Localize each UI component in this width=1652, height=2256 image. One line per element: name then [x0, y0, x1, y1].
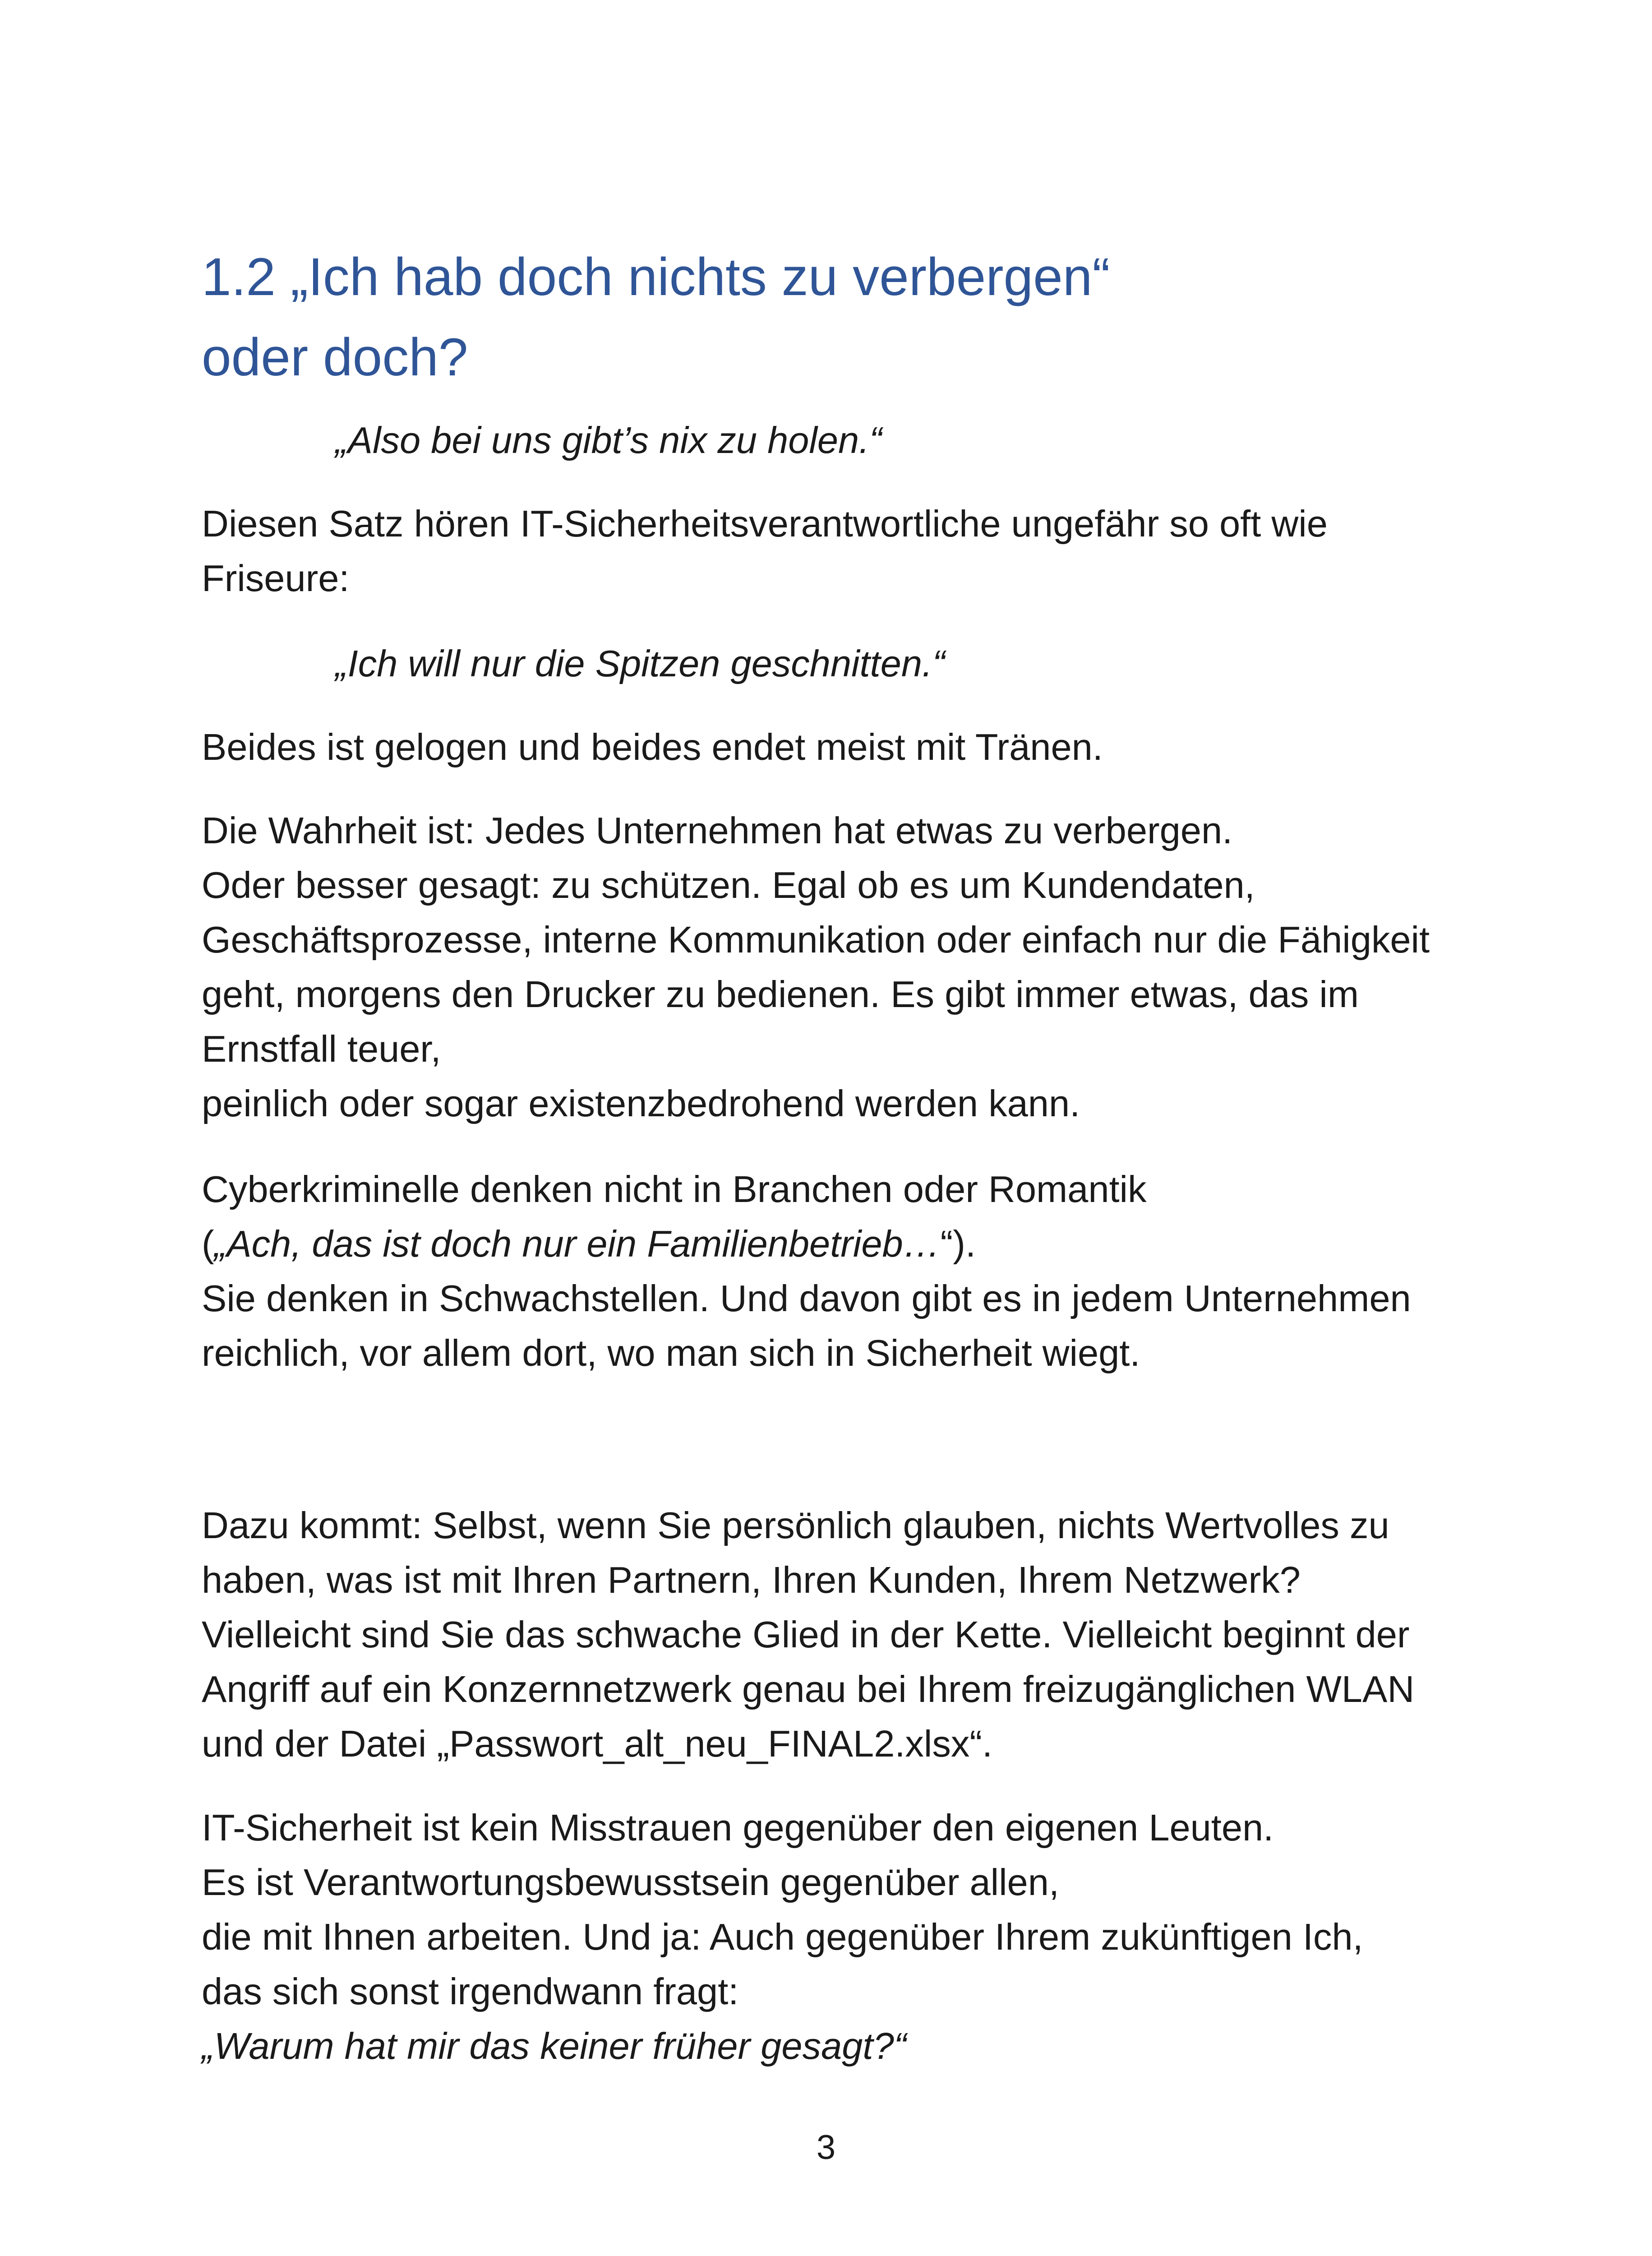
paragraph-line: das sich sonst irgendwann fragt:	[202, 1970, 739, 2012]
paragraph-line: Beides ist gelogen und beides endet meist mit Tränen.	[202, 726, 1103, 768]
paragraph-line: Die Wahrheit ist: Jedes Unternehmen hat etwas zu verbergen.	[202, 809, 1233, 851]
section-heading-line-2: oder doch?	[202, 328, 468, 387]
italic-quote-familienbetrieb: „Ach, das ist doch nur ein Familienbetrieb…	[214, 1223, 941, 1265]
paragraph-line: Ernstfall teuer,	[202, 1028, 441, 1070]
paragraph-line: peinlich oder sogar existenzbedrohend werden kann.	[202, 1082, 1080, 1124]
paragraph-line: Dazu kommt: Selbst, wenn Sie persönlich glauben, nichts Wertvolles zu	[202, 1504, 1389, 1546]
page-number: 3	[816, 2128, 836, 2167]
paren-open: (	[202, 1223, 214, 1265]
italic-quote-frueher-gesagt: „Warum hat mir das keiner früher gesagt?“	[202, 2025, 907, 2067]
paragraph-dazu-kommt	[202, 1498, 1501, 1771]
section-heading	[202, 237, 1510, 398]
section-heading-line-1: 1.2 „Ich hab doch nichts zu verbergen“	[202, 247, 1110, 307]
paragraph-cyberkriminelle	[202, 1162, 1501, 1380]
paragraph-line: geht, morgens den Drucker zu bedienen. Es gibt immer etwas, das im	[202, 973, 1359, 1015]
paragraph-line: Vielleicht sind Sie das schwache Glied in der Kette. Vielleicht beginnt der	[202, 1613, 1410, 1655]
paragraph-wahrheit	[202, 803, 1501, 1131]
paragraph-line: die mit Ihnen arbeiten. Und ja: Auch gegenüber Ihrem zukünftigen Ich,	[202, 1916, 1363, 1958]
paragraph-line: und der Datei „Passwort_alt_neu_FINAL2.xlsx“.	[202, 1723, 993, 1765]
paragraph-line: IT-Sicherheit ist kein Misstrauen gegenüber den eigenen Leuten.	[202, 1807, 1274, 1849]
paren-close: “).	[940, 1223, 976, 1265]
quote-also-bei-uns: „Also bei uns gibt’s nix zu holen.“	[335, 419, 882, 461]
quote-spitzen: „Ich will nur die Spitzen geschnitten.“	[335, 643, 945, 684]
paragraph-line: Es ist Verantwortungsbewusstsein gegenüber allen,	[202, 1861, 1059, 1903]
paragraph-friseure	[202, 496, 1501, 606]
paragraph-line: reichlich, vor allem dort, wo man sich in Sicherheit wiegt.	[202, 1332, 1140, 1374]
paragraph-line: Oder besser gesagt: zu schützen. Egal ob es um Kundendaten,	[202, 864, 1255, 906]
paragraph-line: Diesen Satz hören IT-Sicherheitsverantwortliche ungefähr so oft wie	[202, 503, 1328, 545]
paragraph-line: Friseure:	[202, 557, 350, 599]
paragraph-line: Cyberkriminelle denken nicht in Branchen oder Romantik	[202, 1168, 1147, 1210]
paragraph-beides	[202, 720, 1501, 774]
paragraph-it-sicherheit	[202, 1800, 1501, 2073]
paragraph-line-mixed	[202, 1216, 1501, 1271]
paragraph-line: Angriff auf ein Konzernnetzwerk genau bei Ihrem freizugänglichen WLAN	[202, 1668, 1415, 1710]
paragraph-line: haben, was ist mit Ihren Partnern, Ihren Kunden, Ihrem Netzwerk?	[202, 1559, 1301, 1601]
paragraph-line: Sie denken in Schwachstellen. Und davon gibt es in jedem Unternehmen	[202, 1277, 1411, 1319]
paragraph-line: Geschäftsprozesse, interne Kommunikation oder einfach nur die Fähigkeit	[202, 919, 1430, 961]
